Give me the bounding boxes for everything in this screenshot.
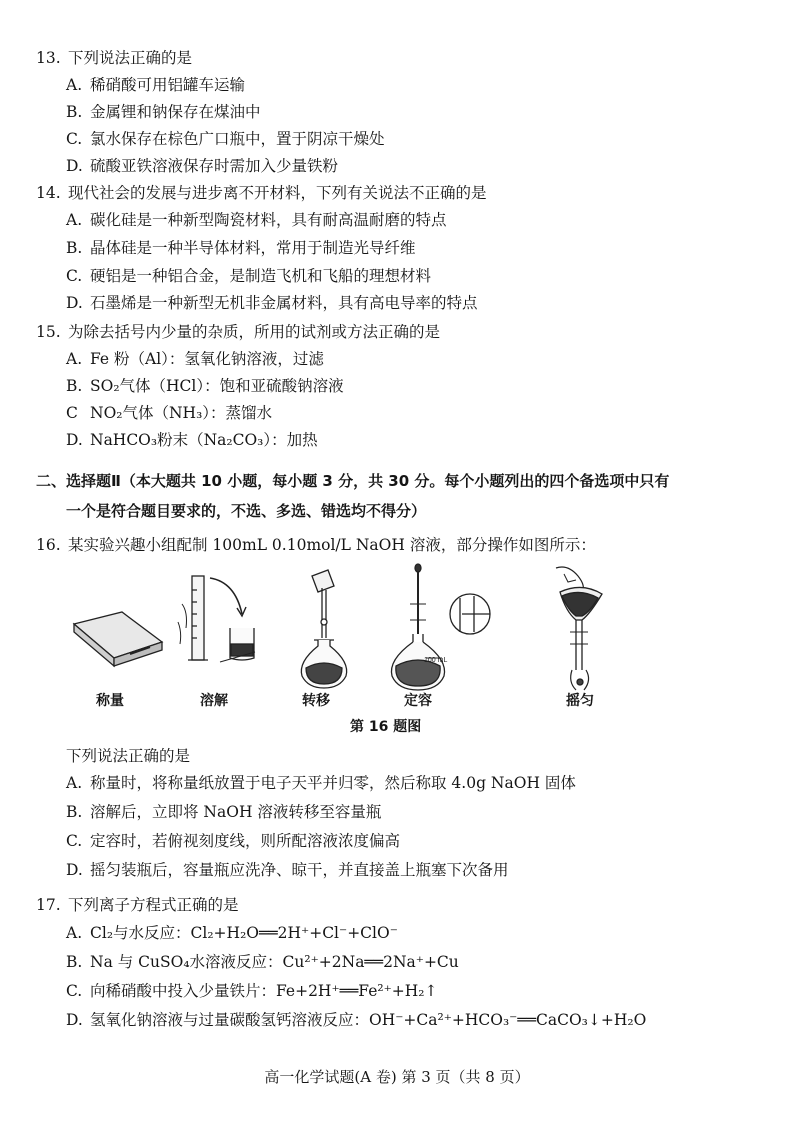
lab-procedure-figure — [70, 562, 630, 712]
option-label: B. — [66, 377, 83, 395]
option-label: C. — [66, 982, 83, 1000]
measuring-cylinder-and-beaker-illustration — [178, 576, 255, 662]
question-17-stem — [36, 893, 239, 915]
option-text: 溶解后，立即将 NaOH 溶液转移至容量瓶 — [90, 803, 382, 821]
step-weigh: 称量 — [96, 693, 124, 709]
option-label: C. — [66, 267, 83, 285]
question-16-stem — [36, 533, 596, 555]
option-text: 石墨烯是一种新型无机非金属材料，具有高电导率的特点 — [90, 294, 478, 312]
option-text: Cl₂与水反应：Cl₂+H₂O══2H⁺+Cl⁻+ClO⁻ — [90, 924, 398, 942]
transfer-flask-illustration — [301, 570, 346, 688]
step-fix-volume: 定容 — [404, 693, 432, 709]
option-text: 碳化硅是一种新型陶瓷材料，具有耐高温耐磨的特点 — [90, 211, 447, 229]
option-label: D. — [66, 157, 83, 175]
question-number: 17. — [36, 896, 61, 914]
question-text: 为除去括号内少量的杂质，所用的试剂或方法正确的是 — [68, 323, 441, 341]
question-text: 下列离子方程式正确的是 — [68, 896, 239, 914]
option-17-b — [66, 950, 459, 972]
option-text: 向稀硝酸中投入少量铁片：Fe+2H⁺══Fe²⁺+H₂↑ — [90, 982, 438, 1000]
question-number: 16. — [36, 536, 61, 554]
page-footer: 高一化学试题(A 卷) 第 3 页（共 8 页） — [264, 1068, 530, 1086]
option-label: A. — [66, 76, 83, 94]
option-label: D. — [66, 1011, 83, 1029]
make-up-to-volume-illustration — [391, 564, 490, 690]
option-14-d — [66, 291, 478, 313]
question-16-substem: 下列说法正确的是 — [66, 747, 191, 765]
option-14-b — [66, 236, 416, 258]
question-15-stem — [36, 320, 440, 342]
question-text: 某实验兴趣小组配制 100mL 0.10mol/L NaOH 溶液，部分操作如图所示： — [68, 536, 596, 554]
option-label: D. — [66, 861, 83, 879]
option-label: C — [66, 404, 78, 422]
option-13-a — [66, 73, 245, 95]
option-label: B. — [66, 239, 83, 257]
option-16-b — [66, 800, 381, 822]
option-16-d — [66, 858, 509, 880]
option-label: B. — [66, 953, 83, 971]
step-transfer: 转移 — [302, 693, 330, 709]
section-heading-continued: 一个是符合题目要求的，不选、多选、错选均不得分） — [66, 502, 427, 520]
option-13-c — [66, 127, 385, 149]
option-label: C. — [66, 130, 83, 148]
option-text: 硬铝是一种铝合金，是制造飞机和飞船的理想材料 — [90, 267, 432, 285]
option-text: NaHCO₃粉末（Na₂CO₃）：加热 — [90, 431, 318, 449]
volume-mark-label: 100 mL — [424, 657, 448, 664]
option-label: D. — [66, 294, 83, 312]
option-label: C. — [66, 832, 83, 850]
option-text: NO₂气体（NH₃）：蒸馏水 — [90, 404, 273, 422]
option-label: A. — [66, 350, 83, 368]
option-16-c — [66, 829, 400, 851]
question-14-stem — [36, 181, 487, 203]
option-label: A. — [66, 924, 83, 942]
option-label: D. — [66, 431, 83, 449]
option-14-a — [66, 208, 447, 230]
option-15-b — [66, 374, 344, 396]
step-dissolve: 溶解 — [200, 693, 228, 709]
option-text: 金属锂和钠保存在煤油中 — [90, 103, 261, 121]
option-text: 摇匀装瓶后，容量瓶应洗净、晾干，并直接盖上瓶塞下次备用 — [90, 861, 509, 879]
option-13-b — [66, 100, 261, 122]
electronic-balance-illustration — [74, 612, 162, 666]
option-15-a — [66, 347, 324, 369]
option-text: 称量时，将称量纸放置于电子天平并归零，然后称取 4.0g NaOH 固体 — [90, 774, 576, 792]
option-text: 晶体硅是一种半导体材料，常用于制造光导纤维 — [90, 239, 416, 257]
section-heading: 二、选择题Ⅱ（本大题共 10 小题，每小题 3 分，共 30 分。每个小题列出的四个备选项中只有 — [36, 472, 670, 490]
step-shake: 摇匀 — [566, 693, 594, 709]
option-13-d — [66, 154, 338, 176]
option-text: 氢氧化钠溶液与过量碳酸氢钙溶液反应：OH⁻+Ca²⁺+HCO₃⁻══CaCO₃↓+H₂O — [90, 1011, 647, 1029]
option-16-a — [66, 771, 576, 793]
option-text: 稀硝酸可用铝罐车运输 — [90, 76, 246, 94]
option-text: 氯水保存在棕色广口瓶中，置于阴凉干燥处 — [90, 130, 385, 148]
question-number: 13. — [36, 49, 61, 67]
question-text: 现代社会的发展与进步离不开材料，下列有关说法不正确的是 — [68, 184, 487, 202]
option-text: 硫酸亚铁溶液保存时需加入少量铁粉 — [90, 157, 339, 175]
question-number: 15. — [36, 323, 61, 341]
question-text: 下列说法正确的是 — [68, 49, 193, 67]
option-15-c — [66, 401, 272, 423]
question-number: 14. — [36, 184, 61, 202]
option-15-d — [66, 428, 318, 450]
option-17-a — [66, 921, 398, 943]
question-13-stem — [36, 46, 192, 68]
figure-caption: 第 16 题图 — [350, 719, 422, 735]
option-17-d — [66, 1008, 646, 1030]
option-label: B. — [66, 803, 83, 821]
option-14-c — [66, 264, 431, 286]
option-text: 定容时，若俯视刻度线，则所配溶液浓度偏高 — [90, 832, 401, 850]
option-label: B. — [66, 103, 83, 121]
option-17-c — [66, 979, 437, 1001]
option-label: A. — [66, 211, 83, 229]
shake-flask-illustration — [556, 567, 602, 690]
option-text: Na 与 CuSO₄水溶液反应：Cu²⁺+2Na══2Na⁺+Cu — [90, 953, 459, 971]
option-text: SO₂气体（HCl）：饱和亚硫酸钠溶液 — [90, 377, 344, 395]
option-label: A. — [66, 774, 83, 792]
option-text: Fe 粉（Al）：氢氧化钠溶液，过滤 — [90, 350, 324, 368]
